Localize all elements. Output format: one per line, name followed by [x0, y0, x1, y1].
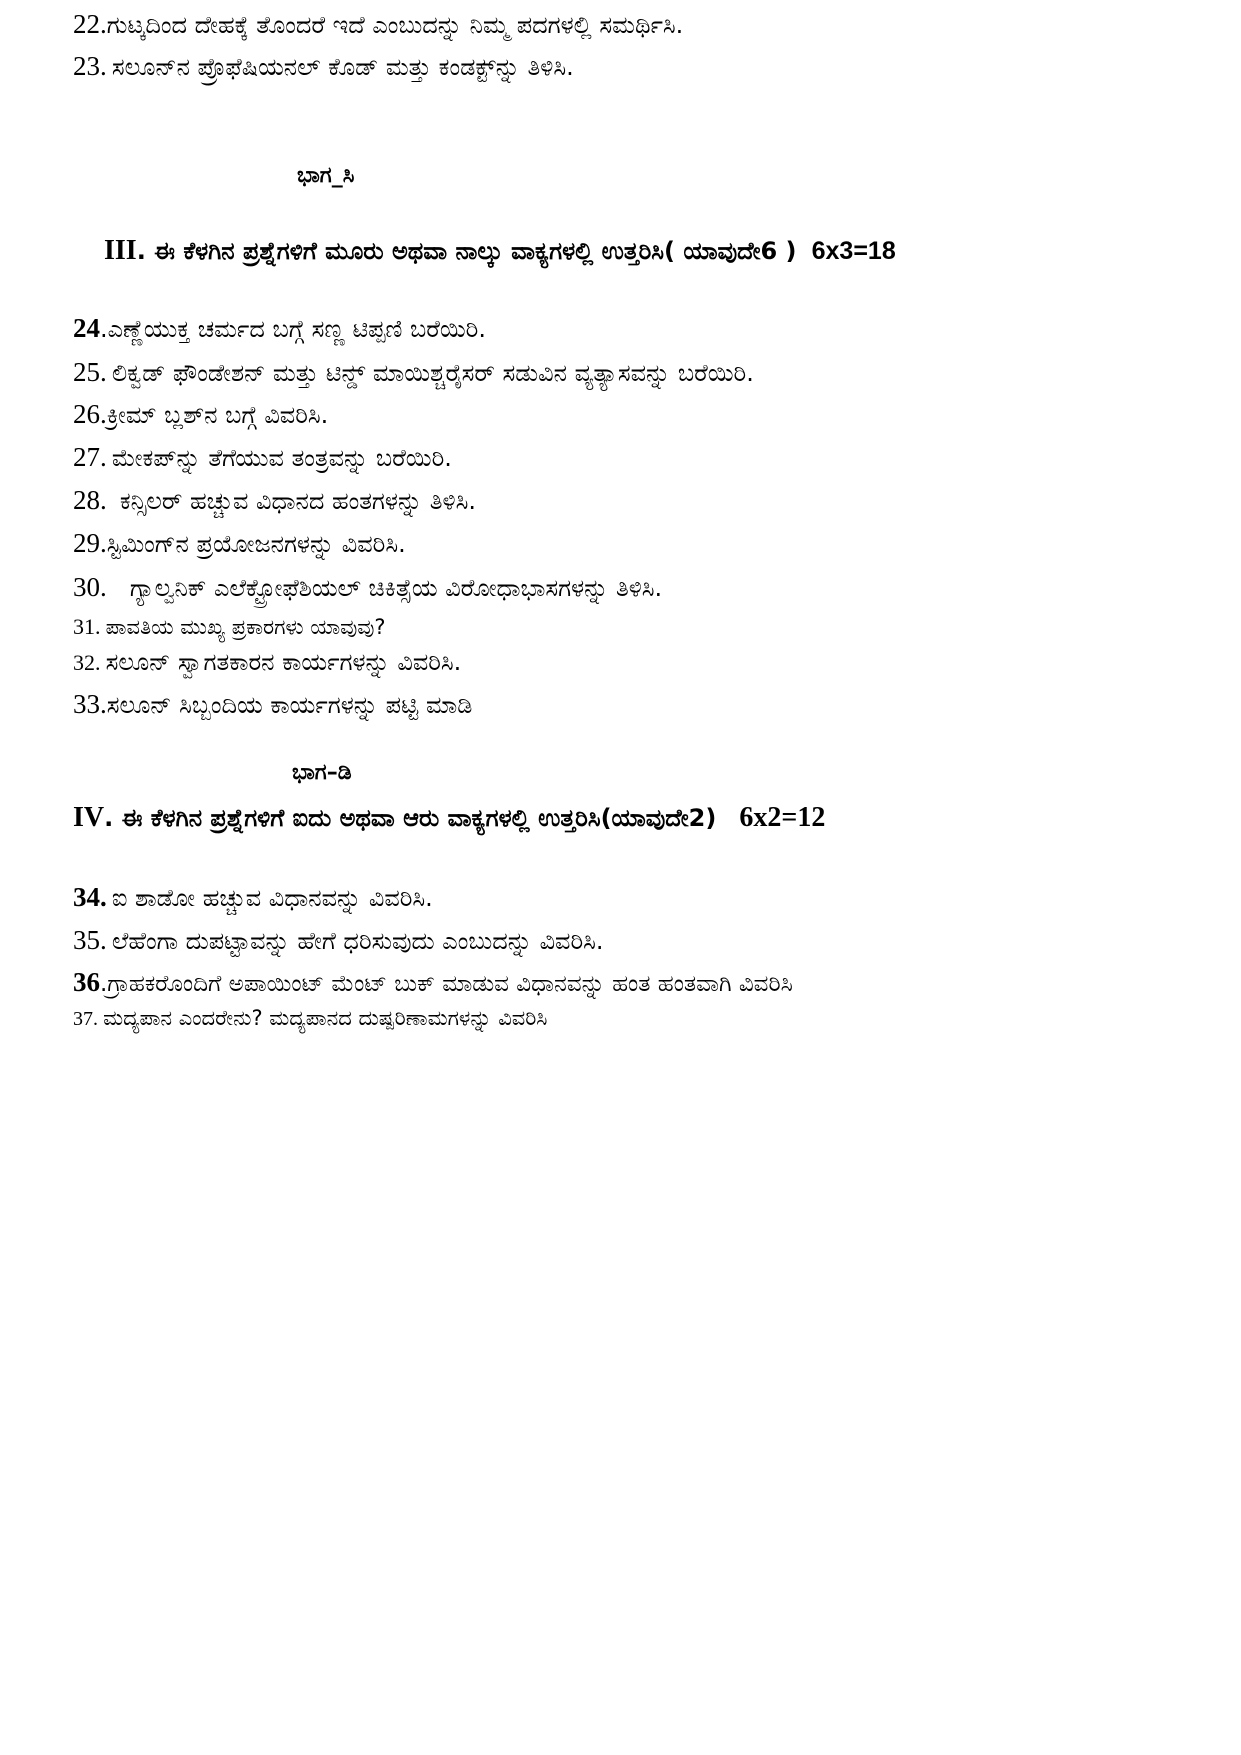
- question-text: ಲೆಹೆಂಗಾ ದುಪಟ್ಟಾವನ್ನು ಹೇಗೆ ಧರಿಸುವುದು ಎಂಬುದನ್ನು ವಿವರಿಸಿ.: [111, 927, 604, 955]
- marks-allocation: 6x3=18: [811, 237, 896, 265]
- question-number: 35.: [73, 925, 107, 955]
- question-text: ಪಾವತಿಯ ಮುಖ್ಯ ಪ್ರಕಾರಗಳು ಯಾವುವು?: [105, 615, 386, 639]
- question-number: 24: [73, 313, 100, 343]
- question-number: 29.: [73, 528, 107, 558]
- question-27: [73, 441, 452, 473]
- question-text: ಲಿಕ್ವಡ್ ಫೌಂಡೇಶನ್ ಮತ್ತು ಟಿನ್ಡ್ ಮಾಯಿಶ್ಚರೈಸರ್ ಸಡುವಿನ ವ್ಯತ್ಯಾಸವನ್ನು ಬರೆಯಿರಿ.: [111, 359, 754, 387]
- section-heading-part-c: ಭಾಗ_ಸಿ: [297, 163, 355, 188]
- question-text: ಐ ಶಾಡೋ ಹಚ್ಚುವ ವಿಧಾನವನ್ನು ವಿವರಿಸಿ.: [111, 884, 433, 912]
- question-text: .ಗ್ರಾಹಕರೊಂದಿಗೆ ಅಪಾಯಿಂಟ್ ಮೆಂಟ್ ಬುಕ್ ಮಾಡುವ ವಿಧಾನವನ್ನು ಹಂತ ಹಂತವಾಗಿ ವಿವರಿಸಿ: [100, 971, 793, 997]
- question-text: ಕ್ರೀಮ್ ಬ್ಲಶ್‌ನ ಬಗ್ಗೆ ವಿವರಿಸಿ.: [106, 401, 329, 429]
- instruction-text: . ಈ ಕೆಳಗಿನ ಪ್ರಶ್ನೆಗಳಿಗೆ ಐದು ಅಥವಾ ಆರು ವಾಕ್ಯಗಳಲ್ಲಿ ಉತ್ತರಿಸಿ(ಯಾವುದೇ2): [104, 804, 717, 832]
- section-roman-numeral: III: [104, 235, 137, 266]
- question-text: .ಎಣ್ಣೆಯುಕ್ತ ಚರ್ಮದ ಬಗ್ಗೆ ಸಣ್ಣ ಟಿಪ್ಪಣಿ ಬರೆಯಿರಿ.: [100, 315, 486, 343]
- question-text: ಸ್ಟಿಮಿಂಗ್‌ನ ಪ್ರಯೋಜನಗಳನ್ನು ವಿವರಿಸಿ.: [106, 530, 406, 558]
- instruction-text: . ಈ ಕೆಳಗಿನ ಪ್ರಶ್ನೆಗಳಿಗೆ ಮೂರು ಅಥವಾ ನಾಲ್ಕು ವಾಕ್ಯಗಳಲ್ಲಿ ಉತ್ತರಿಸಿ( ಯಾವುದೇ6 ): [136, 237, 797, 265]
- question-text: ಸಲೂನ್‌ನ ಪ್ರೊಫೆಷಿಯನಲ್ ಕೊಡ್ ಮತ್ತು ಕಂಡಕ್ಟ್‌ನ್ನು ತಿಳಿಸಿ.: [111, 53, 574, 81]
- question-text: ಮದ್ಯಪಾನ ಎಂದರೇನು? ಮದ್ಯಪಾನದ ದುಷ್ಪರಿಣಾಮಗಳನ್ನು ವಿವರಿಸಿ: [103, 1006, 548, 1030]
- question-number: 23.: [73, 51, 107, 81]
- question-text: ಕನ್ಸಿಲರ್ ಹಚ್ಚುವ ವಿಧಾನದ ಹಂತಗಳನ್ನು ತಿಳಿಸಿ.: [119, 487, 476, 515]
- question-number: 31.: [73, 614, 101, 639]
- question-number: 27.: [73, 442, 107, 472]
- question-32: [73, 648, 461, 677]
- section-instruction-part-d: [73, 801, 825, 835]
- question-28: [73, 484, 476, 516]
- question-text: ಸಲೂನ್ ಸ್ವಾಗತಕಾರನ ಕಾರ್ಯಗಳನ್ನು ವಿವರಿಸಿ.: [105, 648, 462, 676]
- question-number: 28.: [73, 485, 107, 515]
- question-30: [73, 571, 662, 603]
- question-23: [73, 50, 574, 82]
- question-31: [73, 614, 386, 640]
- question-number: 22.: [73, 9, 107, 39]
- question-34: [73, 881, 433, 913]
- question-number: 36: [73, 967, 100, 997]
- question-number: 33.: [73, 689, 107, 719]
- question-text: ಗ್ಯಾಲ್ವನಿಕ್ ಎಲೆಕ್ಟ್ರೋಫೆಶಿಯಲ್ ಚಿಕಿತ್ಸೆಯ ವಿರೋಧಾಭಾಸಗಳನ್ನು ತಿಳಿಸಿ.: [129, 574, 663, 602]
- question-36: [73, 966, 793, 999]
- question-37: [73, 1006, 547, 1031]
- question-35: [73, 924, 604, 956]
- marks-allocation: 6x2=12: [739, 802, 826, 833]
- section-heading-part-d: ಭಾಗ–ಡಿ: [292, 760, 352, 785]
- question-number: 30.: [73, 572, 107, 602]
- question-24: [73, 312, 486, 344]
- question-number: 26.: [73, 399, 107, 429]
- question-29: [73, 527, 406, 559]
- question-text: ಮೇಕಪ್‌ನ್ನು ತೆಗೆಯುವ ತಂತ್ರವನ್ನು ಬರೆಯಿರಿ.: [111, 444, 452, 472]
- question-number: 37.: [73, 1008, 98, 1030]
- question-number: 25.: [73, 357, 107, 387]
- question-33: [73, 688, 472, 720]
- question-number: 32.: [73, 650, 101, 675]
- question-number: 34.: [73, 882, 107, 912]
- section-roman-numeral: IV: [73, 802, 105, 833]
- section-instruction-part-c: [104, 234, 896, 268]
- question-text: ಗುಟ್ಕದಿಂದ ದೇಹಕ್ಕೆ ತೊಂದರೆ ಇದೆ ಎಂಬುದನ್ನು ನಿಮ್ಮ ಪದಗಳಲ್ಲಿ ಸಮರ್ಥಿಸಿ.: [106, 11, 684, 39]
- question-text: ಸಲೂನ್ ಸಿಬ್ಬಂದಿಯ ಕಾರ್ಯಗಳನ್ನು ಪಟ್ಟಿ ಮಾಡಿ: [106, 691, 473, 719]
- question-25: [73, 356, 754, 388]
- question-26: [73, 398, 328, 430]
- question-22: [73, 8, 683, 40]
